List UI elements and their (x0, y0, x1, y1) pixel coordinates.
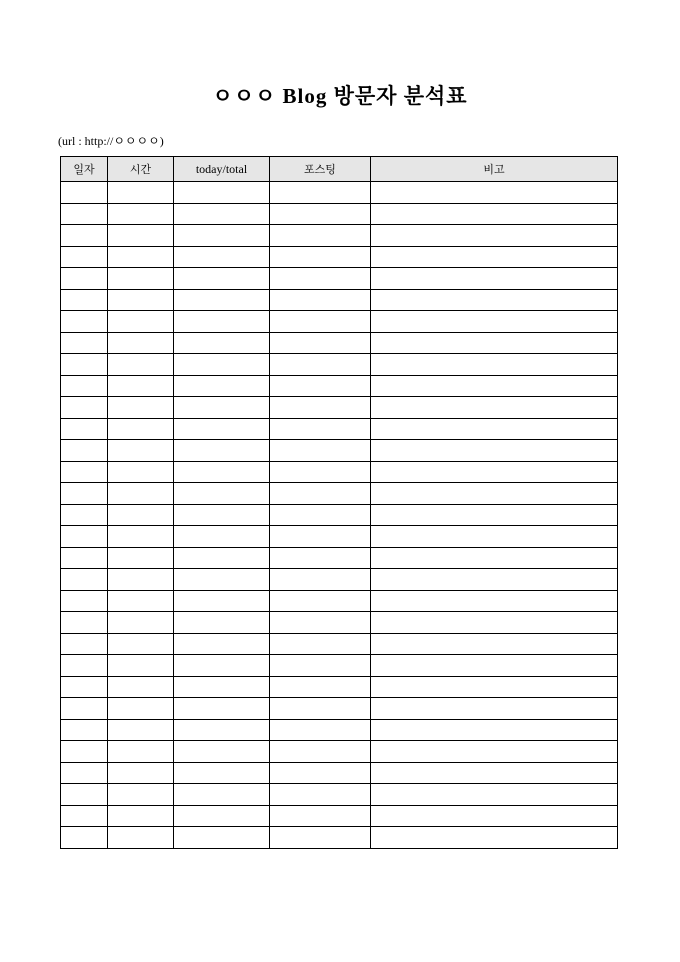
table-row (61, 590, 618, 612)
table-row (61, 827, 618, 849)
cell-date[interactable] (61, 590, 108, 612)
cell-time[interactable] (108, 483, 174, 505)
cell-date[interactable] (61, 827, 108, 849)
cell-notes[interactable] (371, 762, 618, 784)
table-row (61, 698, 618, 720)
cell-time[interactable] (108, 354, 174, 376)
cell-today-total[interactable] (174, 569, 270, 591)
cell-time[interactable] (108, 289, 174, 311)
cell-today-total[interactable] (174, 182, 270, 204)
cell-today-total[interactable] (174, 612, 270, 634)
table-row (61, 397, 618, 419)
cell-time[interactable] (108, 612, 174, 634)
cell-date[interactable] (61, 268, 108, 290)
cell-time[interactable] (108, 784, 174, 806)
cell-time[interactable] (108, 375, 174, 397)
cell-date[interactable] (61, 655, 108, 677)
cell-notes[interactable] (371, 311, 618, 333)
cell-today-total[interactable] (174, 203, 270, 225)
cell-date[interactable] (61, 762, 108, 784)
url-line: (url : http://ㅇㅇㅇㅇ) (58, 134, 164, 148)
cell-posting[interactable] (270, 354, 371, 376)
cell-date[interactable] (61, 440, 108, 462)
cell-date[interactable] (61, 182, 108, 204)
cell-notes[interactable] (371, 719, 618, 741)
table-row (61, 182, 618, 204)
cell-date[interactable] (61, 633, 108, 655)
cell-date[interactable] (61, 461, 108, 483)
cell-posting[interactable] (270, 203, 371, 225)
table-row (61, 504, 618, 526)
cell-notes[interactable] (371, 375, 618, 397)
cell-today-total[interactable] (174, 289, 270, 311)
cell-time[interactable] (108, 182, 174, 204)
cell-posting[interactable] (270, 397, 371, 419)
cell-date[interactable] (61, 203, 108, 225)
cell-time[interactable] (108, 590, 174, 612)
cell-posting[interactable] (270, 655, 371, 677)
header-today-total: today/total (174, 157, 270, 182)
cell-today-total[interactable] (174, 741, 270, 763)
cell-posting[interactable] (270, 633, 371, 655)
cell-date[interactable] (61, 741, 108, 763)
cell-date[interactable] (61, 332, 108, 354)
cell-today-total[interactable] (174, 225, 270, 247)
cell-date[interactable] (61, 418, 108, 440)
cell-posting[interactable] (270, 569, 371, 591)
cell-today-total[interactable] (174, 762, 270, 784)
cell-posting[interactable] (270, 547, 371, 569)
header-date: 일자 (61, 157, 108, 182)
cell-today-total[interactable] (174, 483, 270, 505)
cell-today-total[interactable] (174, 311, 270, 333)
cell-posting[interactable] (270, 719, 371, 741)
cell-today-total[interactable] (174, 418, 270, 440)
cell-date[interactable] (61, 483, 108, 505)
cell-notes[interactable] (371, 698, 618, 720)
cell-time[interactable] (108, 440, 174, 462)
cell-posting[interactable] (270, 590, 371, 612)
cell-notes[interactable] (371, 397, 618, 419)
header-posting: 포스팅 (270, 157, 371, 182)
cell-today-total[interactable] (174, 719, 270, 741)
cell-notes[interactable] (371, 805, 618, 827)
cell-today-total[interactable] (174, 547, 270, 569)
cell-date[interactable] (61, 547, 108, 569)
cell-time[interactable] (108, 676, 174, 698)
table-row (61, 332, 618, 354)
cell-time[interactable] (108, 397, 174, 419)
cell-notes[interactable] (371, 612, 618, 634)
cell-today-total[interactable] (174, 354, 270, 376)
cell-notes[interactable] (371, 203, 618, 225)
table-row (61, 375, 618, 397)
cell-time[interactable] (108, 827, 174, 849)
table-row (61, 805, 618, 827)
cell-time[interactable] (108, 762, 174, 784)
table-row (61, 741, 618, 763)
cell-posting[interactable] (270, 676, 371, 698)
table-row (61, 569, 618, 591)
cell-today-total[interactable] (174, 526, 270, 548)
table-row (61, 418, 618, 440)
cell-notes[interactable] (371, 354, 618, 376)
cell-notes[interactable] (371, 268, 618, 290)
cell-notes[interactable] (371, 461, 618, 483)
cell-posting[interactable] (270, 698, 371, 720)
table-row (61, 354, 618, 376)
cell-posting[interactable] (270, 784, 371, 806)
cell-posting[interactable] (270, 504, 371, 526)
cell-date[interactable] (61, 289, 108, 311)
table-header-row (61, 157, 618, 182)
cell-posting[interactable] (270, 225, 371, 247)
cell-notes[interactable] (371, 784, 618, 806)
cell-date[interactable] (61, 246, 108, 268)
cell-posting[interactable] (270, 311, 371, 333)
cell-notes[interactable] (371, 590, 618, 612)
table-row (61, 762, 618, 784)
cell-date[interactable] (61, 569, 108, 591)
cell-posting[interactable] (270, 483, 371, 505)
table-row (61, 246, 618, 268)
cell-date[interactable] (61, 719, 108, 741)
cell-today-total[interactable] (174, 268, 270, 290)
cell-today-total[interactable] (174, 827, 270, 849)
cell-notes[interactable] (371, 741, 618, 763)
cell-posting[interactable] (270, 762, 371, 784)
cell-posting[interactable] (270, 526, 371, 548)
visitor-analysis-table (60, 156, 618, 849)
table-row (61, 268, 618, 290)
cell-time[interactable] (108, 504, 174, 526)
cell-posting[interactable] (270, 268, 371, 290)
cell-notes[interactable] (371, 633, 618, 655)
cell-notes[interactable] (371, 569, 618, 591)
cell-today-total[interactable] (174, 397, 270, 419)
table-row (61, 203, 618, 225)
table-row (61, 289, 618, 311)
cell-notes[interactable] (371, 504, 618, 526)
cell-notes[interactable] (371, 225, 618, 247)
cell-time[interactable] (108, 225, 174, 247)
cell-date[interactable] (61, 698, 108, 720)
table-row (61, 547, 618, 569)
cell-time[interactable] (108, 526, 174, 548)
cell-date[interactable] (61, 612, 108, 634)
cell-notes[interactable] (371, 483, 618, 505)
cell-time[interactable] (108, 719, 174, 741)
cell-date[interactable] (61, 805, 108, 827)
cell-notes[interactable] (371, 440, 618, 462)
table-row (61, 719, 618, 741)
cell-notes[interactable] (371, 246, 618, 268)
cell-date[interactable] (61, 397, 108, 419)
page-title: ㅇㅇㅇ Blog 방문자 분석표 (212, 84, 468, 108)
cell-today-total[interactable] (174, 655, 270, 677)
table-row (61, 225, 618, 247)
table-row (61, 483, 618, 505)
cell-today-total[interactable] (174, 805, 270, 827)
cell-posting[interactable] (270, 375, 371, 397)
table-row (61, 526, 618, 548)
cell-time[interactable] (108, 418, 174, 440)
table-row (61, 612, 618, 634)
cell-time[interactable] (108, 332, 174, 354)
cell-date[interactable] (61, 504, 108, 526)
cell-time[interactable] (108, 203, 174, 225)
table-row (61, 461, 618, 483)
cell-posting[interactable] (270, 246, 371, 268)
table-row (61, 633, 618, 655)
cell-date[interactable] (61, 526, 108, 548)
cell-notes[interactable] (371, 289, 618, 311)
cell-posting[interactable] (270, 741, 371, 763)
cell-time[interactable] (108, 805, 174, 827)
table-row (61, 655, 618, 677)
cell-date[interactable] (61, 375, 108, 397)
cell-today-total[interactable] (174, 332, 270, 354)
cell-posting[interactable] (270, 418, 371, 440)
cell-today-total[interactable] (174, 375, 270, 397)
cell-today-total[interactable] (174, 590, 270, 612)
cell-posting[interactable] (270, 805, 371, 827)
cell-notes[interactable] (371, 332, 618, 354)
table-body (61, 182, 618, 849)
cell-notes[interactable] (371, 655, 618, 677)
cell-notes[interactable] (371, 676, 618, 698)
cell-today-total[interactable] (174, 633, 270, 655)
cell-today-total[interactable] (174, 440, 270, 462)
cell-time[interactable] (108, 655, 174, 677)
cell-date[interactable] (61, 354, 108, 376)
cell-today-total[interactable] (174, 246, 270, 268)
cell-time[interactable] (108, 268, 174, 290)
cell-time[interactable] (108, 547, 174, 569)
cell-date[interactable] (61, 225, 108, 247)
cell-time[interactable] (108, 741, 174, 763)
cell-notes[interactable] (371, 418, 618, 440)
cell-posting[interactable] (270, 461, 371, 483)
header-notes: 비고 (371, 157, 618, 182)
cell-notes[interactable] (371, 526, 618, 548)
cell-today-total[interactable] (174, 676, 270, 698)
cell-posting[interactable] (270, 182, 371, 204)
cell-today-total[interactable] (174, 784, 270, 806)
cell-today-total[interactable] (174, 461, 270, 483)
cell-time[interactable] (108, 569, 174, 591)
cell-posting[interactable] (270, 289, 371, 311)
cell-posting[interactable] (270, 827, 371, 849)
cell-today-total[interactable] (174, 698, 270, 720)
cell-posting[interactable] (270, 612, 371, 634)
cell-notes[interactable] (371, 182, 618, 204)
table-row (61, 784, 618, 806)
header-time: 시간 (108, 157, 174, 182)
cell-posting[interactable] (270, 332, 371, 354)
cell-date[interactable] (61, 311, 108, 333)
cell-date[interactable] (61, 784, 108, 806)
cell-time[interactable] (108, 633, 174, 655)
cell-notes[interactable] (371, 547, 618, 569)
cell-time[interactable] (108, 698, 174, 720)
cell-notes[interactable] (371, 827, 618, 849)
cell-time[interactable] (108, 311, 174, 333)
table-row (61, 676, 618, 698)
cell-time[interactable] (108, 461, 174, 483)
table-row (61, 440, 618, 462)
cell-posting[interactable] (270, 440, 371, 462)
cell-date[interactable] (61, 676, 108, 698)
table-row (61, 311, 618, 333)
cell-today-total[interactable] (174, 504, 270, 526)
cell-time[interactable] (108, 246, 174, 268)
